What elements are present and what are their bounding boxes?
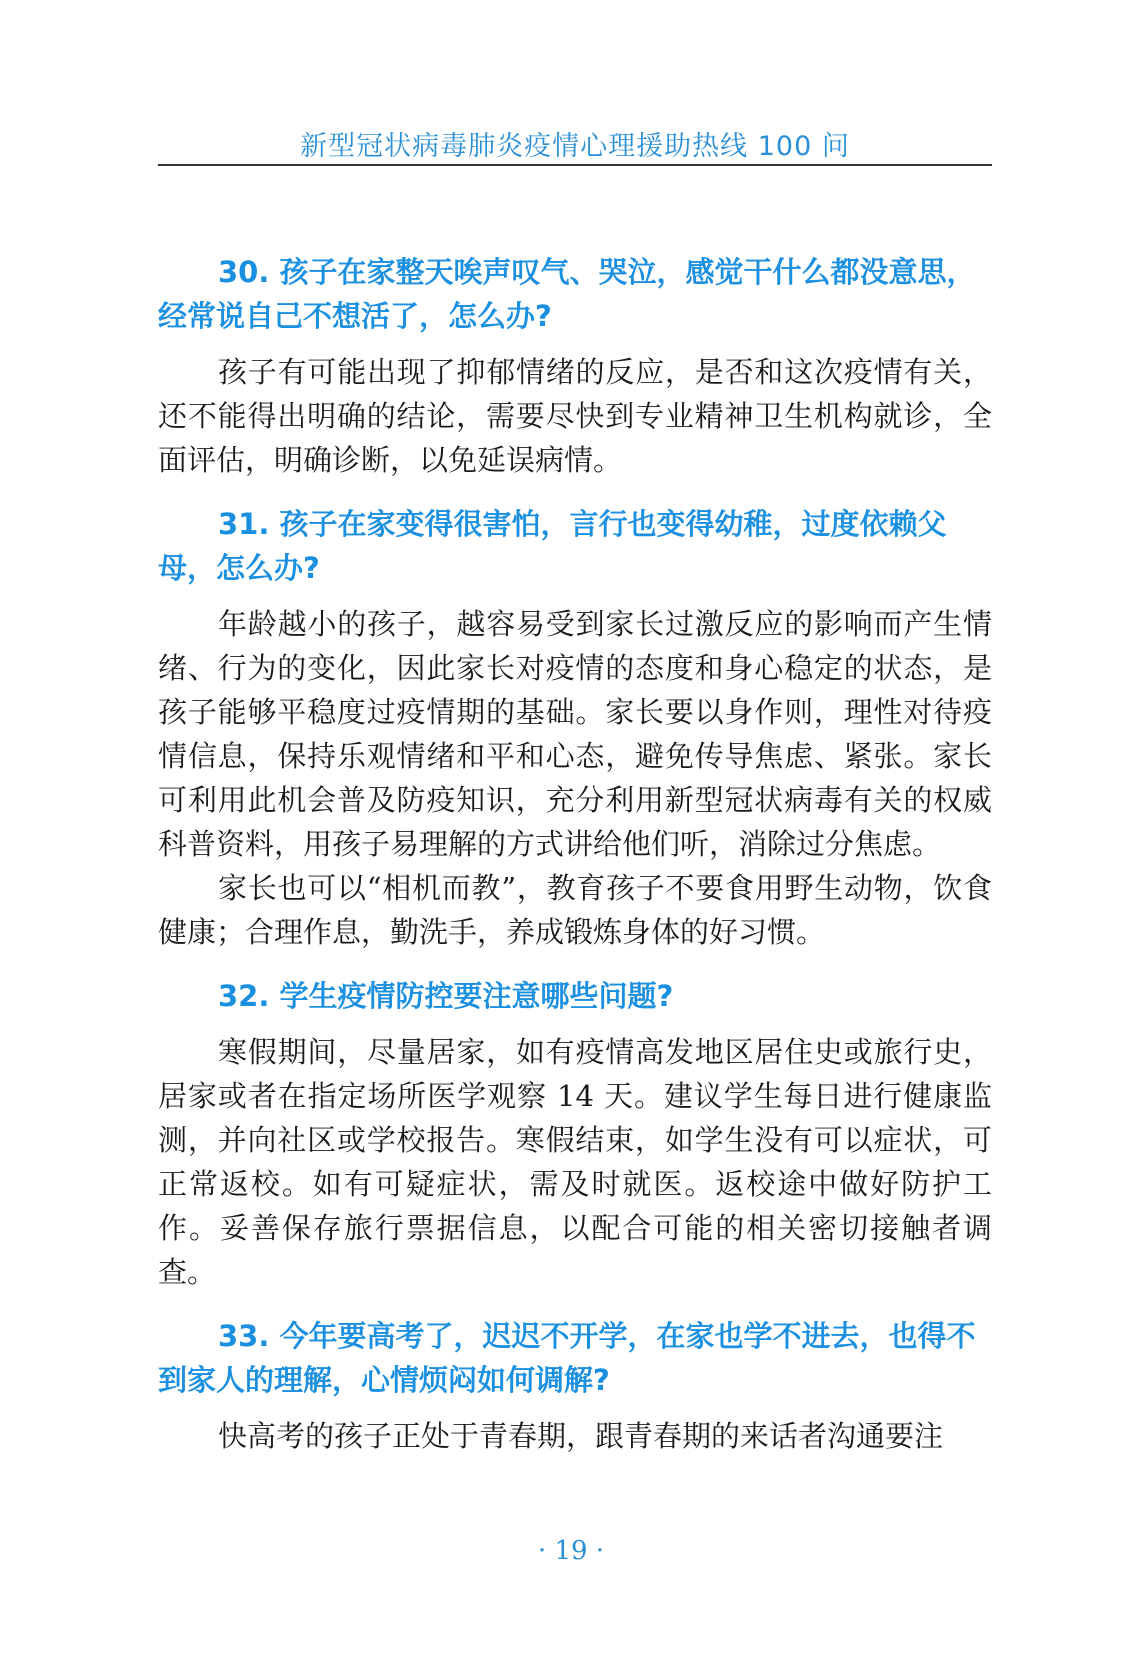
answer-paragraph: 家长也可以“相机而教”，教育孩子不要食用野生动物，饮食健康；合理作息，勤洗手，养成锻炼身体的好习惯。	[158, 871, 992, 949]
page-number: · 19 ·	[537, 1536, 605, 1566]
section-31	[158, 502, 992, 954]
running-header: 新型冠状病毒肺炎疫情心理援助热线 100 问	[300, 131, 850, 162]
question-heading: 30. 孩子在家整天唉声叹气、哭泣，感觉干什么都没意思，经常说自己不想活了，怎么办?	[158, 255, 976, 333]
section-33	[158, 1314, 992, 1458]
section-32	[158, 974, 992, 1294]
answer-paragraph: 寒假期间，尽量居家，如有疫情高发地区居住史或旅行史，居家或者在指定场所医学观察 14 天。建议学生每日进行健康监测，并向社区或学校报告。寒假结束，如学生没有可以症状，可正常返校。如有可疑症状，需及时就医。返校途中做好防护工作。妥善保存旅行票据信息，以配合可能的相关密切接触者调查。	[158, 1035, 992, 1289]
answer-paragraph: 孩子有可能出现了抑郁情绪的反应，是否和这次疫情有关，还不能得出明确的结论，需要尽快到专业精神卫生机构就诊，全面评估，明确诊断，以免延误病情。	[158, 355, 992, 477]
page-content	[158, 250, 992, 1478]
header-rule	[158, 164, 992, 166]
question-heading: 33. 今年要高考了，迟迟不开学，在家也学不进去，也得不到家人的理解，心情烦闷如何调解?	[158, 1319, 976, 1397]
answer-paragraph: 快高考的孩子正处于青春期，跟青春期的来话者沟通要注	[218, 1419, 944, 1453]
question-heading: 32. 学生疫情防控要注意哪些问题?	[218, 979, 674, 1013]
answer-paragraph: 年龄越小的孩子，越容易受到家长过激反应的影响而产生情绪、行为的变化，因此家长对疫情的态度和身心稳定的状态，是孩子能够平稳度过疫情期的基础。家长要以身作则，理性对待疫情信息，保持乐观情绪和平和心态，避免传导焦虑、紧张。家长可利用此机会普及防疫知识，充分利用新型冠状病毒有关的权威科普资料，用孩子易理解的方式讲给他们听，消除过分焦虑。	[158, 607, 992, 861]
question-heading: 31. 孩子在家变得很害怕，言行也变得幼稚，过度依赖父母，怎么办?	[158, 507, 947, 585]
section-30	[158, 250, 992, 482]
